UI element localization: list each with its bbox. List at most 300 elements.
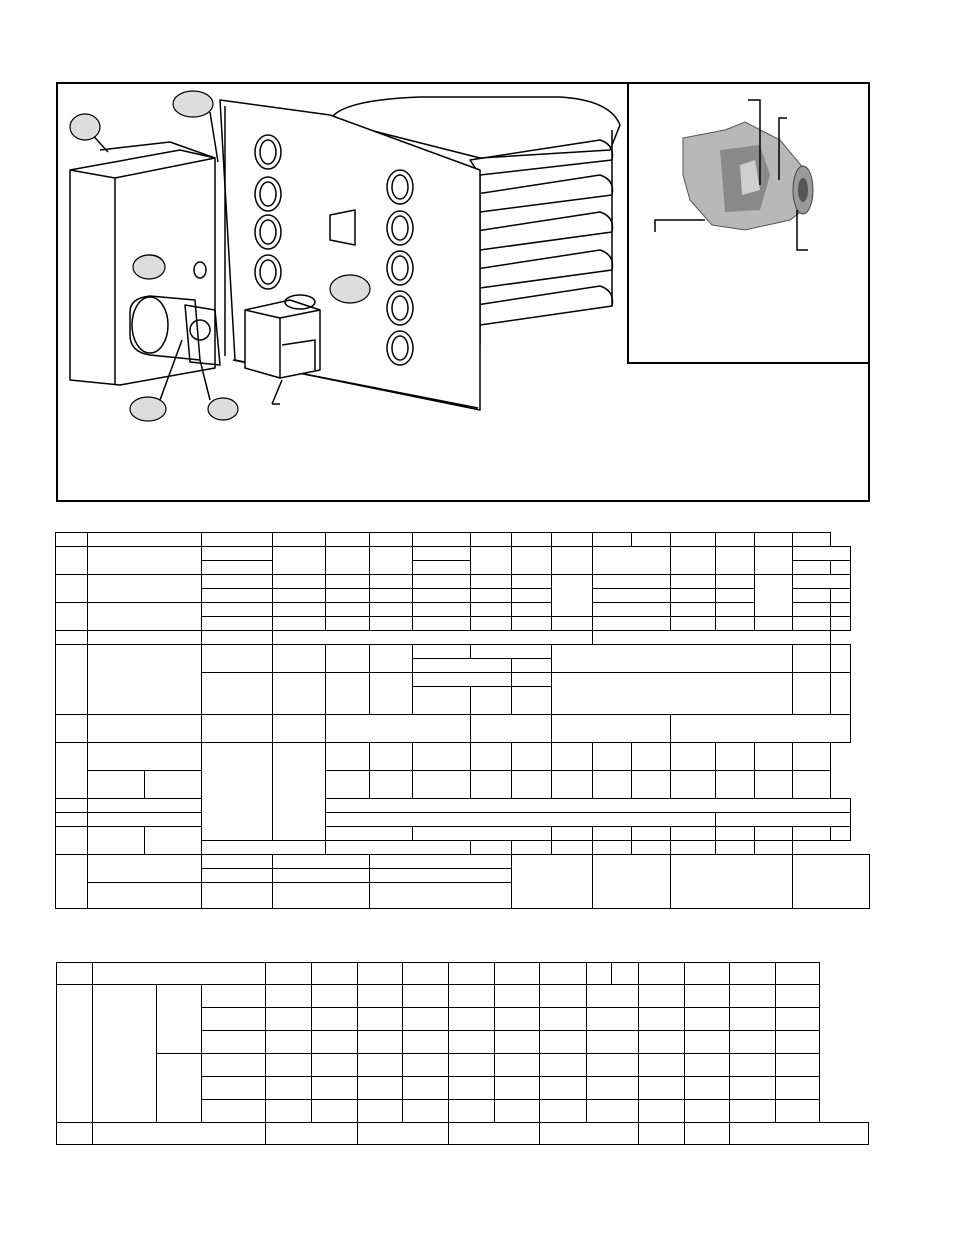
table-cell: [512, 603, 552, 617]
table-row: [57, 1123, 869, 1145]
table-cell: [88, 743, 202, 771]
table-cell: [716, 743, 755, 771]
table-cell: [413, 645, 471, 659]
table-cell: [370, 743, 413, 771]
table-cell: [776, 1031, 820, 1054]
table-cell: [639, 985, 685, 1008]
table-cell: [157, 985, 202, 1054]
table-cell: [88, 645, 202, 715]
table-cell: [552, 575, 593, 617]
table-cell: [495, 1077, 540, 1100]
table-cell: [593, 855, 671, 909]
table-cell: [403, 1031, 449, 1054]
table-cell: [716, 533, 755, 547]
table-cell: [755, 575, 793, 617]
table-cell: [540, 963, 587, 985]
table-cell: [266, 963, 312, 985]
table-cell: [326, 617, 370, 631]
table-row: [56, 631, 870, 645]
table-cell: [471, 617, 512, 631]
table-cell: [730, 985, 776, 1008]
table-cell: [716, 841, 755, 855]
table-row: [56, 575, 870, 589]
table-cell: [202, 631, 273, 645]
table-cell: [370, 869, 512, 883]
table-cell: [88, 827, 145, 855]
table-cell: [88, 533, 202, 547]
table-cell: [145, 827, 202, 855]
table-cell: [755, 827, 793, 841]
table-cell: [755, 771, 793, 799]
orifice-detail-illustration: [655, 100, 813, 250]
table-cell: [312, 1008, 358, 1031]
table-cell: [273, 869, 370, 883]
table-cell: [552, 841, 593, 855]
table-cell: [755, 743, 793, 771]
table-cell: [88, 631, 202, 645]
table-cell: [512, 743, 552, 771]
table-cell: [512, 673, 552, 687]
table-cell: [793, 673, 831, 715]
table-cell: [88, 715, 202, 743]
table-cell: [93, 1123, 266, 1145]
table-cell: [793, 855, 870, 909]
table-cell: [632, 533, 671, 547]
table-cell: [88, 855, 202, 883]
table-cell: [540, 1077, 587, 1100]
table-cell: [312, 985, 358, 1008]
table-cell: [312, 1054, 358, 1077]
table-cell: [326, 589, 370, 603]
table-cell: [540, 1008, 587, 1031]
table-cell: [312, 1077, 358, 1100]
table-cell: [793, 575, 851, 589]
table-cell: [593, 589, 671, 603]
table-cell: [685, 1100, 730, 1123]
table-cell: [157, 1054, 202, 1123]
table-cell: [273, 589, 326, 603]
table-cell: [403, 985, 449, 1008]
table-cell: [793, 561, 831, 575]
table-cell: [552, 533, 593, 547]
table-row: [56, 855, 870, 869]
table-cell: [56, 799, 88, 813]
table-cell: [413, 617, 471, 631]
table-cell: [730, 1008, 776, 1031]
table-cell: [56, 855, 88, 909]
table-cell: [370, 575, 413, 589]
table-cell: [202, 589, 273, 603]
table-cell: [471, 687, 512, 715]
table-cell: [639, 1031, 685, 1054]
table-cell: [88, 883, 202, 909]
table-cell: [730, 1031, 776, 1054]
table-cell: [413, 659, 512, 673]
table-cell: [685, 985, 730, 1008]
table-cell: [202, 575, 273, 589]
table-cell: [413, 771, 471, 799]
table-cell: [202, 603, 273, 617]
table-cell: [88, 771, 145, 799]
table-cell: [56, 827, 88, 855]
table-cell: [266, 1123, 358, 1145]
table-cell: [495, 1054, 540, 1077]
table-cell: [56, 813, 88, 827]
table-cell: [716, 603, 755, 617]
table-cell: [449, 1054, 495, 1077]
table-cell: [56, 575, 88, 603]
table-cell: [93, 985, 157, 1123]
table-cell: [358, 1031, 403, 1054]
table-cell: [540, 985, 587, 1008]
table-cell: [358, 1123, 449, 1145]
table-cell: [671, 547, 716, 575]
table-cell: [358, 985, 403, 1008]
table-cell: [449, 1008, 495, 1031]
table-row: [56, 799, 870, 813]
table-cell: [370, 617, 413, 631]
table-cell: [202, 743, 273, 841]
table-cell: [776, 1054, 820, 1077]
table-cell: [512, 533, 552, 547]
table-cell: [312, 1031, 358, 1054]
table-cell: [449, 1100, 495, 1123]
table-cell: [273, 533, 326, 547]
table-cell: [593, 547, 671, 575]
table-cell: [326, 645, 370, 673]
table-cell: [793, 827, 831, 841]
table-cell: [202, 617, 273, 631]
table-cell: [370, 855, 512, 869]
table-cell: [639, 1077, 685, 1100]
table-cell: [552, 743, 593, 771]
table-cell: [326, 715, 471, 743]
table-cell: [471, 603, 512, 617]
table-cell: [403, 1100, 449, 1123]
table-cell: [358, 963, 403, 985]
table-cell: [471, 533, 512, 547]
table-cell: [671, 771, 716, 799]
table-cell: [512, 659, 552, 673]
table-cell: [540, 1054, 587, 1077]
table-cell: [716, 827, 755, 841]
table-cell: [358, 1077, 403, 1100]
table-cell: [449, 1031, 495, 1054]
table-cell: [540, 1123, 639, 1145]
table-cell: [793, 533, 831, 547]
table-cell: [831, 617, 851, 631]
table-cell: [831, 561, 851, 575]
table-cell: [202, 1054, 266, 1077]
table-cell: [326, 841, 471, 855]
table-cell: [202, 561, 273, 575]
table-row: [56, 827, 870, 841]
specification-table-upper: [55, 532, 870, 909]
table-cell: [552, 715, 671, 743]
table-cell: [57, 963, 93, 985]
table-cell: [266, 1100, 312, 1123]
table-cell: [403, 963, 449, 985]
table-cell: [413, 603, 471, 617]
table-cell: [358, 1008, 403, 1031]
table-cell: [273, 617, 326, 631]
table-cell: [312, 1100, 358, 1123]
table-cell: [370, 645, 413, 673]
table-cell: [632, 743, 671, 771]
table-cell: [326, 813, 716, 827]
table-cell: [593, 743, 632, 771]
table-cell: [685, 1077, 730, 1100]
table-cell: [685, 1008, 730, 1031]
table-row: [56, 547, 870, 561]
table-cell: [716, 589, 755, 603]
table-cell: [685, 1123, 730, 1145]
table-cell: [512, 589, 552, 603]
table-cell: [831, 589, 851, 603]
table-cell: [716, 617, 755, 631]
table-cell: [370, 547, 413, 575]
table-cell: [57, 985, 93, 1123]
table-cell: [266, 1054, 312, 1077]
table-cell: [202, 841, 326, 855]
table-cell: [593, 827, 632, 841]
table-cell: [273, 715, 326, 743]
table-cell: [730, 1123, 869, 1145]
table-cell: [671, 575, 716, 589]
table-cell: [639, 1123, 685, 1145]
table-cell: [755, 533, 793, 547]
table-cell: [202, 985, 266, 1008]
table-cell: [552, 645, 793, 673]
table-cell: [793, 743, 831, 771]
table-cell: [730, 963, 776, 985]
table-cell: [776, 963, 820, 985]
table-cell: [671, 603, 716, 617]
table-cell: [512, 841, 552, 855]
table-cell: [671, 533, 716, 547]
table-cell: [716, 547, 755, 575]
table-cell: [593, 771, 632, 799]
table-cell: [413, 547, 471, 561]
table-cell: [730, 1077, 776, 1100]
table-cell: [413, 743, 471, 771]
table-cell: [552, 771, 593, 799]
table-cell: [685, 963, 730, 985]
table-cell: [755, 547, 793, 575]
table-cell: [88, 547, 202, 575]
table-cell: [273, 883, 370, 909]
table-cell: [587, 985, 639, 1008]
table-cell: [88, 813, 202, 827]
table-cell: [639, 1054, 685, 1077]
table-cell: [471, 841, 512, 855]
table-cell: [56, 715, 88, 743]
table-cell: [776, 985, 820, 1008]
table-cell: [273, 575, 326, 589]
table-cell: [370, 533, 413, 547]
table-cell: [671, 855, 793, 909]
table-cell: [716, 771, 755, 799]
table-row: [57, 963, 869, 985]
table-cell: [512, 547, 552, 575]
table-cell: [202, 1100, 266, 1123]
table-cell: [56, 603, 88, 631]
table-cell: [471, 645, 552, 659]
table-row: [56, 533, 870, 547]
table-cell: [632, 827, 671, 841]
table-cell: [370, 589, 413, 603]
table-row: [57, 1054, 869, 1077]
table-cell: [326, 743, 370, 771]
table-cell: [449, 985, 495, 1008]
specification-table-lower: [56, 962, 869, 1145]
table-cell: [266, 1031, 312, 1054]
table-cell: [593, 617, 671, 631]
table-row: [57, 985, 869, 1008]
table-cell: [266, 1008, 312, 1031]
table-cell: [495, 1008, 540, 1031]
table-cell: [273, 603, 326, 617]
table-cell: [552, 673, 793, 715]
table-cell: [831, 645, 851, 673]
table-cell: [449, 963, 495, 985]
table-cell: [587, 1100, 639, 1123]
table-cell: [632, 841, 671, 855]
table-cell: [326, 533, 370, 547]
table-cell: [495, 1031, 540, 1054]
table-cell: [593, 631, 831, 645]
table-cell: [326, 771, 370, 799]
table-cell: [56, 631, 88, 645]
table-cell: [403, 1077, 449, 1100]
table-cell: [671, 841, 716, 855]
table-cell: [831, 673, 851, 715]
table-cell: [471, 771, 512, 799]
table-cell: [326, 799, 851, 813]
table-cell: [512, 575, 552, 589]
table-cell: [540, 1031, 587, 1054]
table-cell: [587, 1077, 639, 1100]
table-cell: [202, 883, 273, 909]
table-cell: [273, 855, 370, 869]
table-cell: [326, 673, 370, 715]
table-cell: [587, 1054, 639, 1077]
table-cell: [471, 575, 512, 589]
table-cell: [793, 547, 851, 561]
table-cell: [370, 603, 413, 617]
table-cell: [358, 1054, 403, 1077]
table-cell: [495, 963, 540, 985]
table-cell: [413, 533, 471, 547]
table-cell: [831, 827, 851, 841]
table-cell: [202, 869, 273, 883]
table-cell: [639, 1008, 685, 1031]
table-cell: [471, 547, 512, 575]
table-cell: [326, 575, 370, 589]
table-cell: [413, 589, 471, 603]
table-cell: [639, 1100, 685, 1123]
table-row: [56, 603, 870, 617]
table-cell: [273, 743, 326, 841]
table-cell: [56, 533, 88, 547]
table-cell: [202, 1008, 266, 1031]
table-cell: [56, 547, 88, 575]
table-cell: [776, 1008, 820, 1031]
table-cell: [593, 603, 671, 617]
table-cell: [413, 827, 552, 841]
table-cell: [471, 715, 552, 743]
table-cell: [671, 715, 851, 743]
table-cell: [793, 603, 831, 617]
table-cell: [639, 963, 685, 985]
table-cell: [449, 1123, 540, 1145]
table-cell: [145, 771, 202, 799]
table-cell: [512, 617, 552, 631]
table-cell: [93, 963, 266, 985]
table-cell: [202, 645, 273, 673]
table-cell: [685, 1031, 730, 1054]
table-row: [56, 715, 870, 743]
table-cell: [326, 603, 370, 617]
table-cell: [326, 827, 413, 841]
table-cell: [471, 743, 512, 771]
table-cell: [88, 603, 202, 631]
table-row: [56, 743, 870, 771]
table-cell: [358, 1100, 403, 1123]
table-cell: [56, 743, 88, 799]
table-cell: [266, 985, 312, 1008]
table-row: [56, 771, 870, 799]
table-cell: [671, 589, 716, 603]
table-cell: [793, 771, 831, 799]
table-cell: [632, 771, 671, 799]
table-cell: [793, 589, 831, 603]
table-cell: [88, 575, 202, 603]
table-cell: [202, 533, 273, 547]
table-cell: [776, 1077, 820, 1100]
table-cell: [413, 673, 512, 687]
table-cell: [512, 771, 552, 799]
table-cell: [413, 575, 471, 589]
table-cell: [266, 1077, 312, 1100]
table-cell: [671, 827, 716, 841]
table-cell: [540, 1100, 587, 1123]
table-cell: [202, 547, 273, 561]
table-cell: [370, 883, 512, 909]
table-cell: [56, 645, 88, 715]
table-cell: [273, 673, 326, 715]
table-cell: [716, 813, 851, 827]
table-cell: [612, 963, 639, 985]
table-cell: [449, 1077, 495, 1100]
table-cell: [776, 1100, 820, 1123]
table-cell: [202, 715, 273, 743]
table-cell: [495, 985, 540, 1008]
table-cell: [593, 841, 632, 855]
table-row: [56, 813, 870, 827]
table-cell: [370, 771, 413, 799]
table-cell: [587, 1008, 639, 1031]
table-cell: [273, 631, 593, 645]
table-cell: [202, 1077, 266, 1100]
table-row: [56, 645, 870, 659]
table-cell: [593, 533, 632, 547]
table-cell: [593, 575, 671, 589]
table-cell: [273, 645, 326, 673]
table-cell: [793, 645, 831, 673]
table-cell: [671, 743, 716, 771]
table-cell: [495, 1100, 540, 1123]
